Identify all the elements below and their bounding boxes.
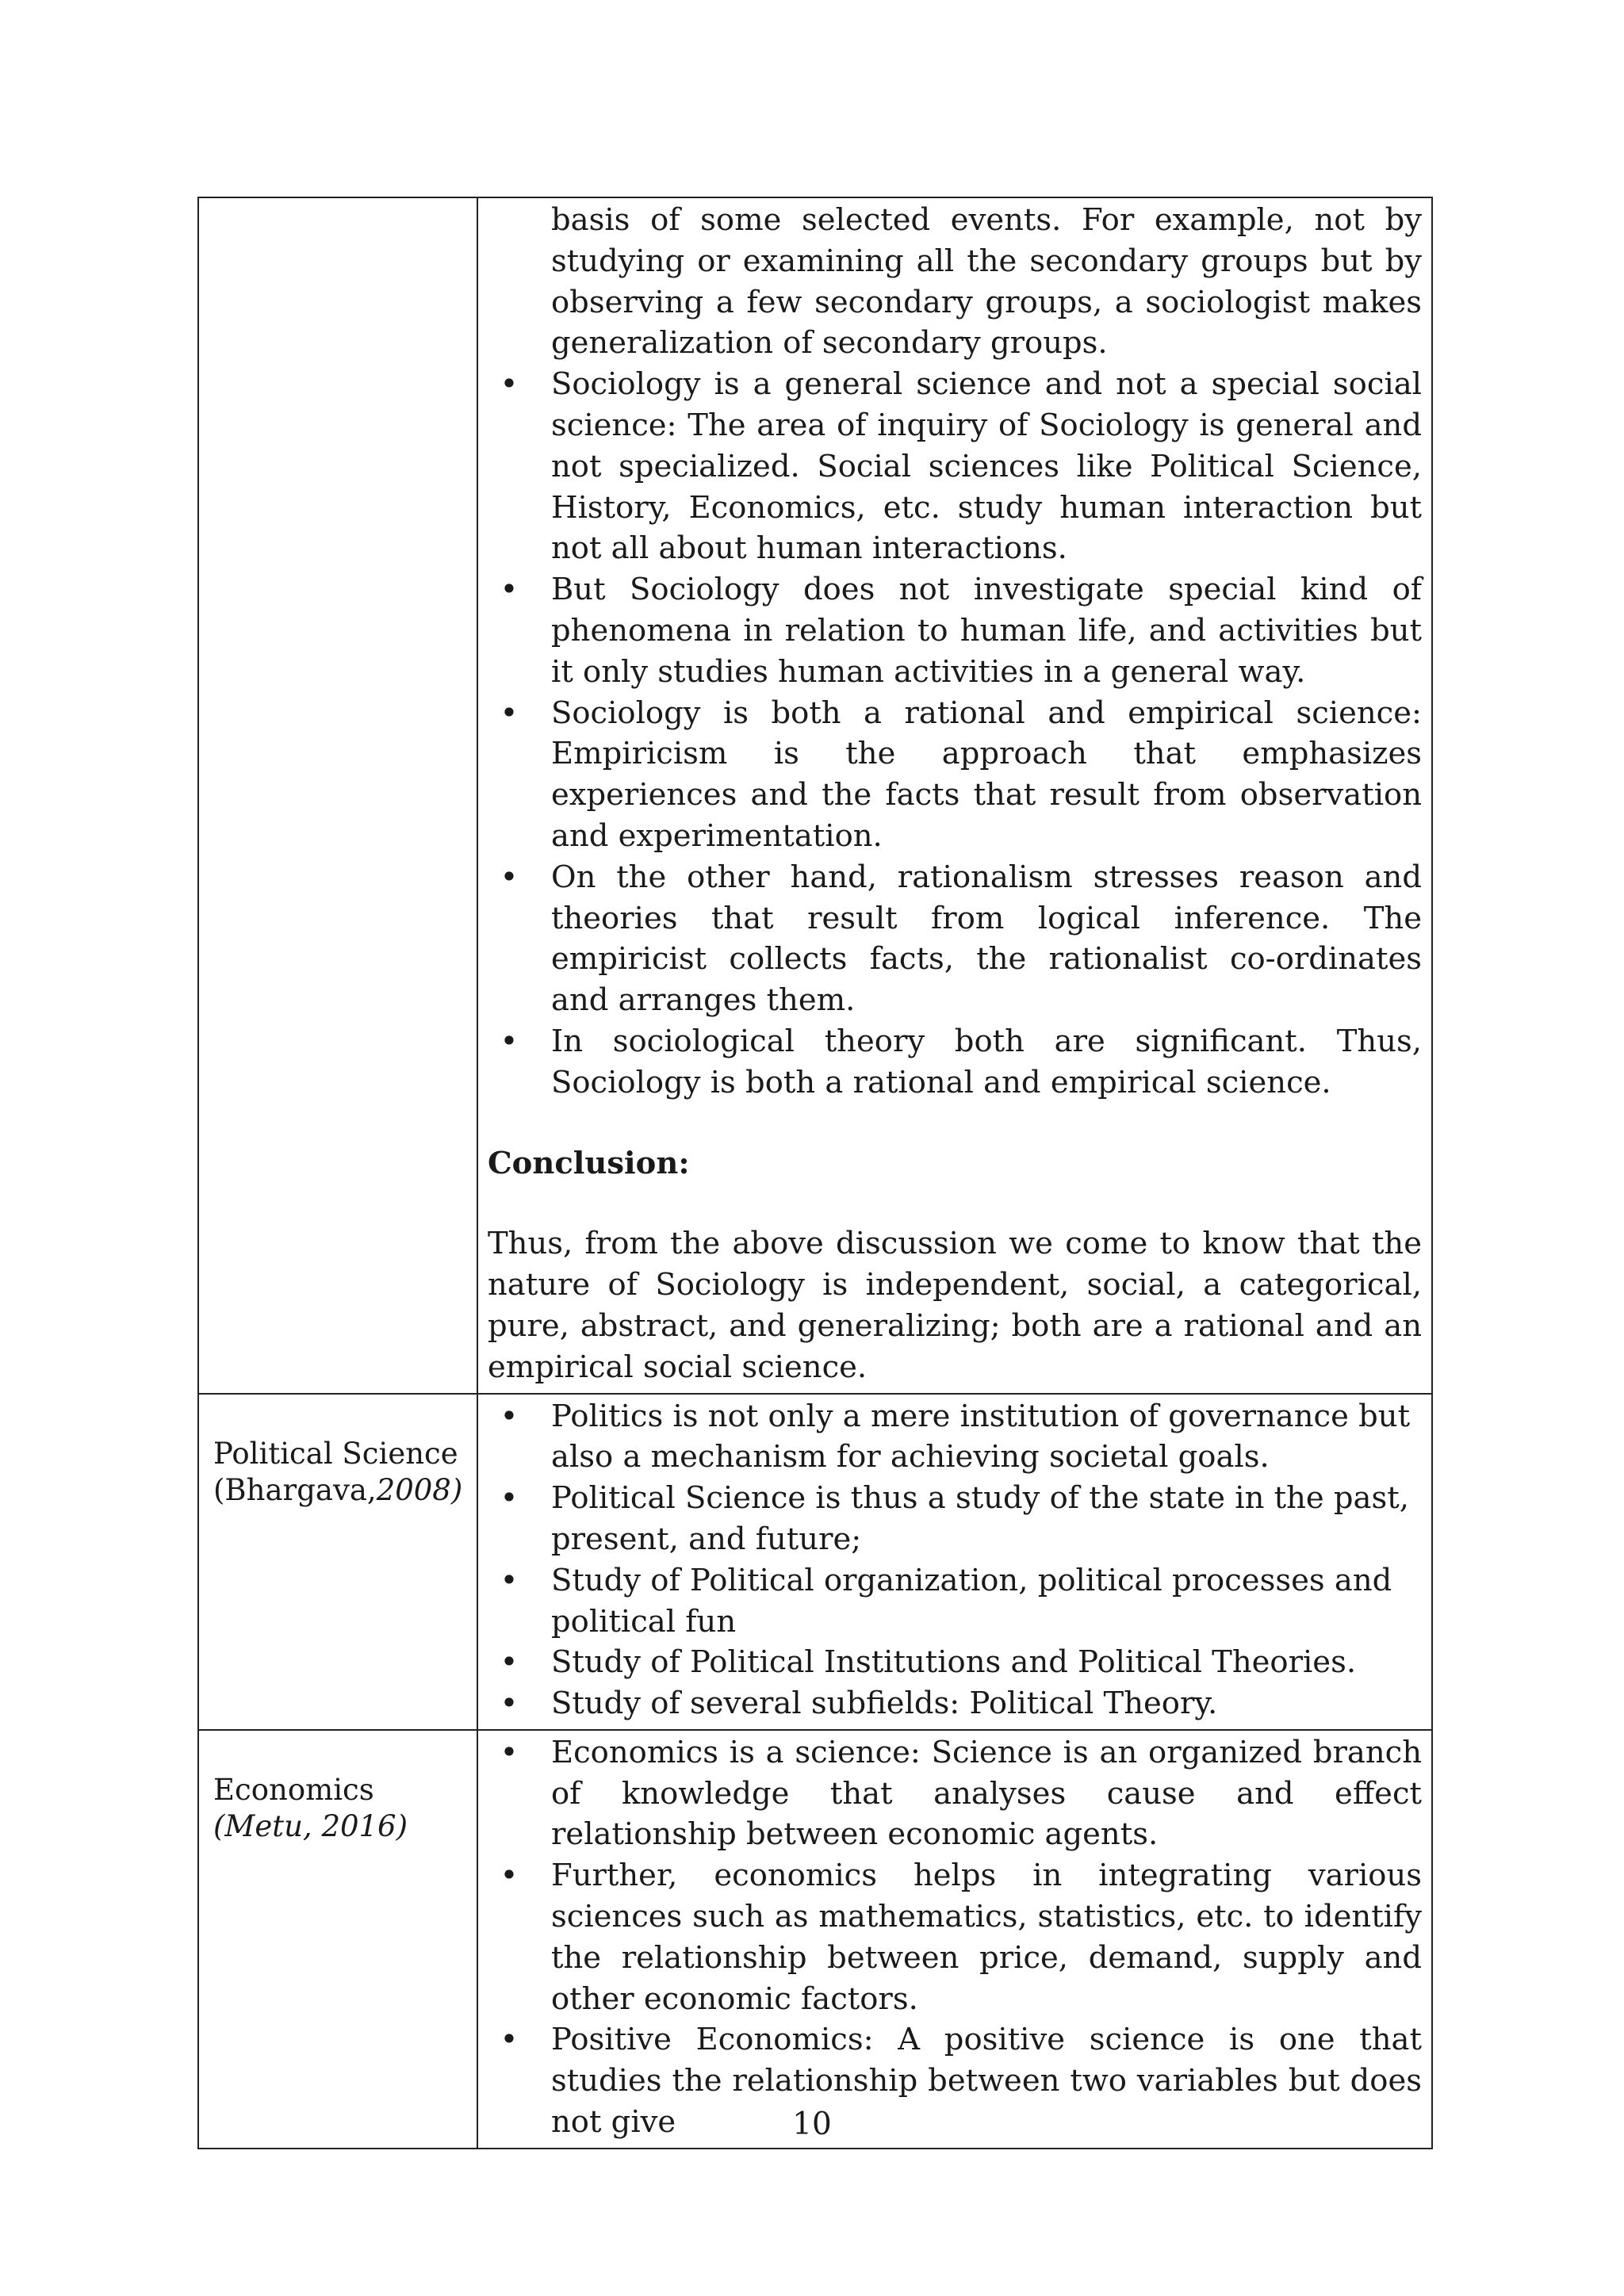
list-item: • Political Science is thus a study of the state in the past, present, and future; xyxy=(488,1478,1422,1560)
row-content-cell xyxy=(477,1730,1432,2149)
bullet-icon: • xyxy=(500,695,519,731)
row-label-cell xyxy=(198,1730,477,2149)
page-number: 10 xyxy=(792,2107,832,2142)
list-item: • Study of several subfields: Political Theory. xyxy=(488,1683,1422,1724)
bullet-icon: • xyxy=(500,572,519,608)
bullet-icon: • xyxy=(500,1734,519,1770)
bullet-list xyxy=(488,200,1422,1104)
bullet-icon: • xyxy=(500,859,519,895)
list-item: • Sociology is both a rational and empirical science: Empiricism is the approach that emphasizes experiences and the facts that result from observation and experimentation. xyxy=(488,693,1422,857)
list-item: • But Sociology does not investigate special kind of phenomena in relation to human life, and activities but it only studies human activities in a general way. xyxy=(488,569,1422,692)
bullet-icon: • xyxy=(500,1480,519,1517)
list-item: • Study of Political organization, political processes and political fun xyxy=(488,1560,1422,1643)
table-row xyxy=(198,1394,1432,1730)
list-item: • In sociological theory both are significant. Thus, Sociology is both a rational and empirical science. xyxy=(488,1021,1422,1104)
row-content-cell xyxy=(477,197,1432,1394)
bullet-icon: • xyxy=(500,1858,519,1894)
bullet-list xyxy=(488,1732,1422,2143)
discipline-name: Political Science xyxy=(213,1436,458,1471)
discipline-citation: (Metu, 2016) xyxy=(213,1808,408,1843)
row-content-cell xyxy=(477,1394,1432,1730)
bullet-icon: • xyxy=(500,2022,519,2058)
list-item: • Positive Economics: A positive science is one that studies the relationship between two variables but does not give xyxy=(488,2019,1422,2142)
bullet-list xyxy=(488,1396,1422,1724)
list-item: • Further, economics helps in integrating various sciences such as mathematics, statistics, etc. to identify the relationship between price, demand, supply and other economic factors. xyxy=(488,1855,1422,2019)
bullet-icon: • xyxy=(500,1023,519,1059)
row-label-cell xyxy=(198,1394,477,1730)
list-item: • Economics is a science: Science is an organized branch of knowledge that analyses cause and effect relationship between economic agents. xyxy=(488,1732,1422,1855)
bullet-icon: • xyxy=(500,1562,519,1598)
conclusion-heading: Conclusion: xyxy=(488,1145,690,1181)
list-item: • Study of Political Institutions and Political Theories. xyxy=(488,1642,1422,1683)
bullet-icon: • xyxy=(500,1644,519,1681)
list-item: • Politics is not only a mere institution of governance but also a mechanism for achieving societal goals. xyxy=(488,1396,1422,1479)
row-label-cell xyxy=(198,197,477,1394)
conclusion-paragraph: Thus, from the above discussion we come to know that the nature of Sociology is independent, social, a categorical, pure, abstract, and generalizing; both are a rational and an empirical social science. xyxy=(488,1226,1422,1385)
discipline-citation: (Bhargava,2008) xyxy=(213,1472,463,1507)
bullet-icon: • xyxy=(500,1398,519,1434)
table-row xyxy=(198,1730,1432,2149)
list-item: basis of some selected events. For example, not by studying or examining all the secondary groups but by observing a few secondary groups, a sociologist makes generalization of secondary groups. xyxy=(551,202,1422,362)
comparison-table xyxy=(197,197,1433,2149)
list-item: • Sociology is a general science and not a special social science: The area of inquiry of Sociology is general and not specialized. Social sciences like Political Science, History, Economics, etc. study human interaction but not all about human interactions. xyxy=(488,364,1422,569)
bullet-icon: • xyxy=(500,366,519,403)
discipline-name: Economics xyxy=(213,1772,374,1807)
table-row xyxy=(198,197,1432,1394)
list-item: • On the other hand, rationalism stresses reason and theories that result from logical inference. The empiricist collects facts, the rationalist co-ordinates and arranges them. xyxy=(488,857,1422,1021)
bullet-icon: • xyxy=(500,1686,519,1722)
